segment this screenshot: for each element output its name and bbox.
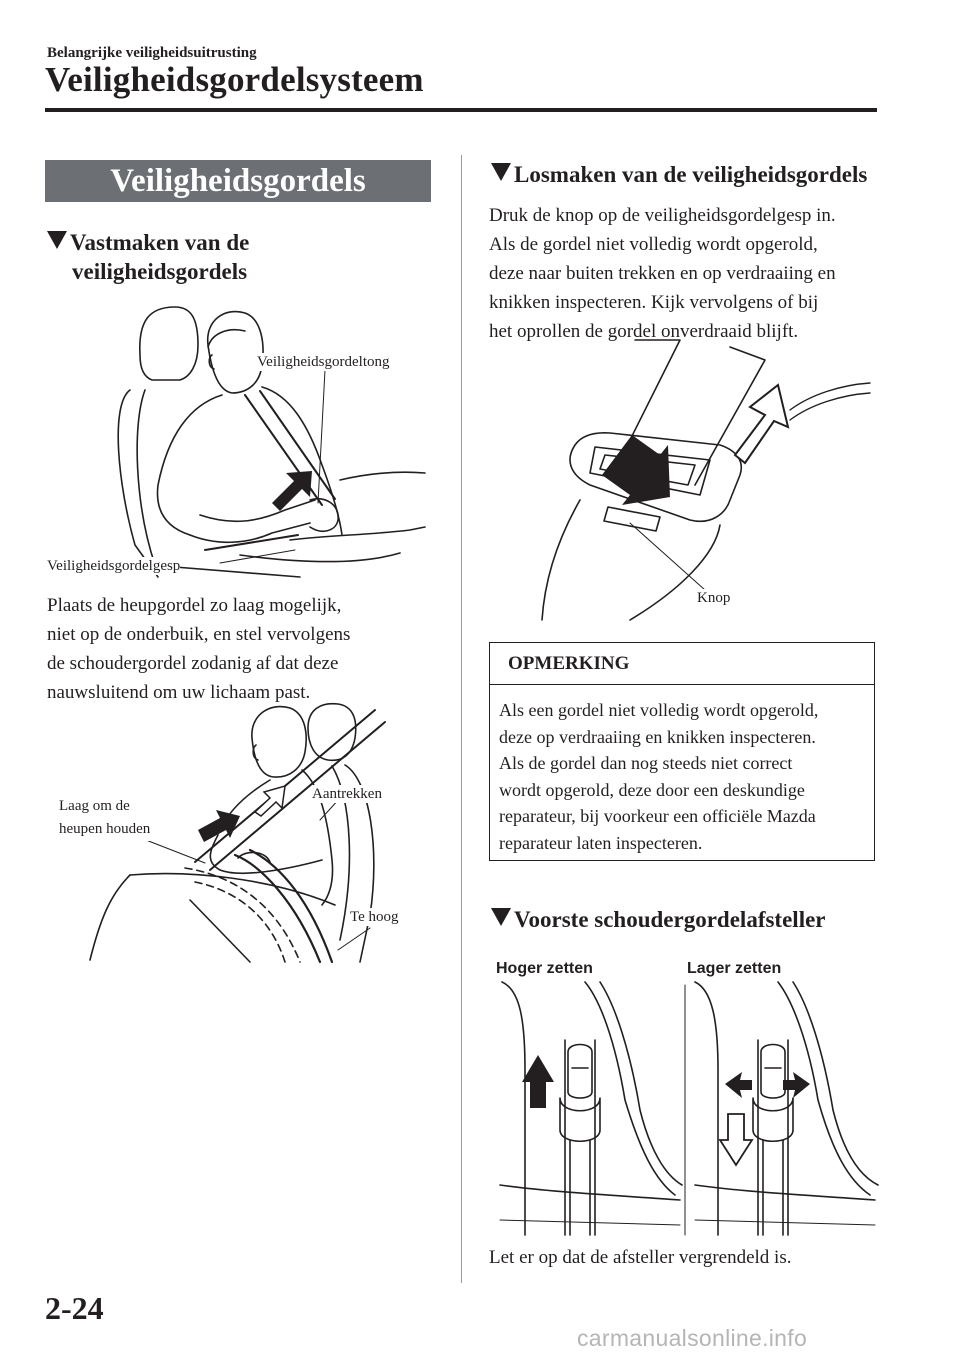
heading-release bbox=[491, 160, 867, 189]
watermark: carmanualsonline.info bbox=[577, 1325, 808, 1351]
label-keep-low-line2: heupen houden bbox=[59, 821, 151, 837]
note-title: OPMERKING bbox=[490, 643, 874, 685]
release-instructions-line4: knikken inspecteren. Kijk vervolgens of bij bbox=[489, 292, 819, 313]
triangle-bullet-icon bbox=[491, 163, 511, 181]
column-divider bbox=[461, 155, 462, 1283]
heading-adjuster-text: Voorste schoudergordelafsteller bbox=[514, 907, 826, 932]
label-lower: Lager zetten bbox=[687, 960, 782, 977]
heading-adjuster bbox=[491, 905, 826, 934]
heading-release-text: Losmaken van de veiligheidsgordels bbox=[514, 162, 868, 187]
note-line3: Als de gordel dan nog steeds niet correct bbox=[499, 753, 793, 773]
note-body bbox=[499, 697, 869, 856]
release-instructions-line3: deze naar buiten trekken en op verdraaiing en bbox=[489, 263, 836, 284]
note-line1: Als een gordel niet volledig wordt opgerold, bbox=[499, 700, 819, 720]
label-too-high: Te hoog bbox=[350, 909, 399, 925]
note-box bbox=[489, 642, 875, 861]
title-divider bbox=[45, 108, 877, 112]
label-belt-tongue: Veiligheidsgordeltong bbox=[257, 354, 390, 370]
heading-fasten-line1: Vastmaken van de bbox=[70, 230, 250, 255]
triangle-bullet-icon bbox=[47, 231, 67, 249]
release-instructions bbox=[489, 201, 881, 346]
fasten-instructions bbox=[47, 591, 437, 707]
fasten-instructions-line3: de schoudergordel zodanig af dat deze bbox=[47, 653, 339, 674]
fasten-instructions-line2: niet op de onderbuik, en stel vervolgens bbox=[47, 624, 351, 645]
label-belt-buckle: Veiligheidsgordelgesp bbox=[47, 558, 181, 574]
section-banner: Veiligheidsgordels bbox=[45, 160, 431, 202]
release-instructions-line5: het oprollen de gordel onverdraaid blijft. bbox=[489, 321, 799, 342]
note-line6: reparateur laten inspecteren. bbox=[499, 832, 703, 853]
label-keep-low bbox=[59, 795, 150, 841]
fasten-instructions-line4: nauwsluitend om uw lichaam past. bbox=[47, 682, 311, 703]
buckle-release-illustration bbox=[520, 335, 870, 625]
note-line5: reparateur, bij voorkeur een officiële Mazda bbox=[499, 806, 816, 826]
heading-fasten-line2: veiligheidsgordels bbox=[72, 259, 248, 284]
shoulder-adjuster-illustration bbox=[490, 980, 880, 1240]
label-raise: Hoger zetten bbox=[496, 960, 593, 977]
triangle-bullet-icon bbox=[491, 908, 511, 926]
label-keep-low-line1: Laag om de bbox=[59, 798, 130, 814]
fasten-belt-illustration bbox=[40, 295, 440, 585]
note-line4: wordt opgerold, deze door een deskundige bbox=[499, 779, 805, 800]
section-label: Belangrijke veiligheidsuitrusting bbox=[47, 45, 257, 61]
adjuster-note: Let er op dat de afsteller vergrendeld is. bbox=[489, 1247, 792, 1268]
heading-fasten bbox=[47, 228, 249, 286]
page-title: Veiligheidsgordelsysteem bbox=[45, 60, 424, 99]
release-instructions-line1: Druk de knop op de veiligheidsgordelgesp in. bbox=[489, 205, 836, 226]
fasten-instructions-line1: Plaats de heupgordel zo laag mogelijk, bbox=[47, 595, 342, 616]
release-instructions-line2: Als de gordel niet volledig wordt opgerold, bbox=[489, 234, 818, 255]
page-number: 2-24 bbox=[45, 1290, 104, 1326]
label-release-button: Knop bbox=[697, 590, 731, 606]
label-tighten: Aantrekken bbox=[312, 786, 382, 802]
note-line2: deze op verdraaiing en knikken inspecteren. bbox=[499, 726, 816, 747]
